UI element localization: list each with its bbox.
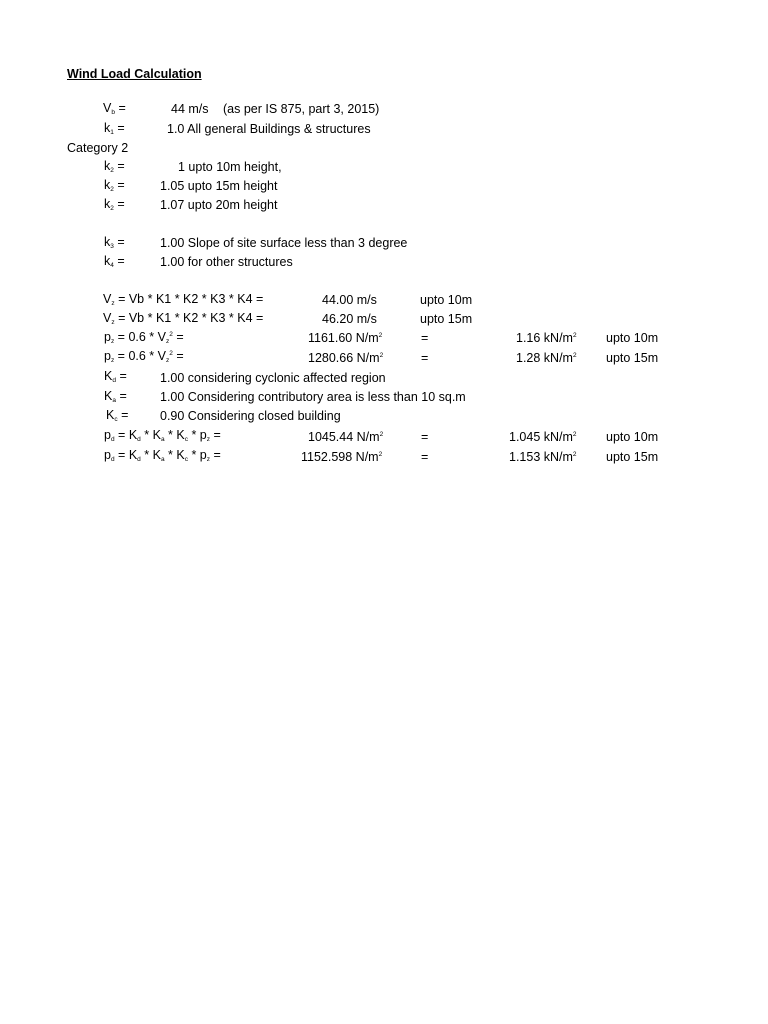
vz-formula-2: $V_z = Vb * K1 * K2 * K3 * K4$ = — [103, 311, 264, 326]
vz-value-2: 46.20 m/s — [322, 312, 377, 326]
k2-description-1: 1 upto 10m height, — [178, 160, 282, 174]
pd-height-2: upto 15m — [606, 450, 659, 464]
k3-label: $k_3$ = — [104, 235, 125, 250]
pz-kn-2: 1.28 $kN/m^2$ — [516, 351, 577, 365]
vz-height-1: upto 10m — [420, 293, 473, 307]
pd-kn-1: 1.045 $kN/m^2$ — [509, 430, 577, 444]
kd-description: 1.00 considering cyclonic affected region — [160, 371, 386, 385]
pz-formula-1: $p_z = 0.6 * V_z^2$ = — [104, 330, 184, 345]
k4-label: $k_4$ = — [104, 254, 125, 269]
pz-value-2: 1280.66 $N/m^2$ — [308, 351, 384, 365]
vb-note: (as per IS 875, part 3, 2015) — [223, 102, 380, 116]
pz-height-1: upto 10m — [606, 331, 659, 345]
pd-formula-2: $p_d = K_d * K_a * K_c * p_z$ = — [104, 448, 221, 463]
k2-label-2: $k_2$ = — [104, 178, 125, 193]
ka-description: 1.00 Considering contributory area is less than 10 sq.m — [160, 390, 466, 404]
pd-height-1: upto 10m — [606, 430, 659, 444]
k3-description: 1.00 Slope of site surface less than 3 degree — [160, 236, 408, 250]
vz-value-1: 44.00 m/s — [322, 293, 377, 307]
pz-value-1: 1161.60 $N/m^2$ — [308, 331, 383, 345]
pz-formula-2: $p_z = 0.6 * V_z^2$ = — [104, 349, 184, 364]
pd-kn-2: 1.153 $kN/m^2$ — [509, 450, 577, 464]
pd-value-1: 1045.44 $N/m^2$ — [308, 430, 384, 444]
pd-equals-1: = — [421, 430, 429, 444]
pz-equals-1: = — [421, 331, 429, 345]
k2-label-1: $k_2$ = — [104, 159, 125, 174]
k2-description-2: 1.05 upto 15m height — [160, 179, 278, 193]
pd-value-2: 1152.598 $N/m^2$ — [301, 450, 383, 464]
pz-height-2: upto 15m — [606, 351, 659, 365]
pd-formula-1: $p_d = K_d * K_a * K_c * p_z$ = — [104, 428, 221, 443]
kc-label: $K_c$ = — [106, 408, 129, 423]
pz-kn-1: 1.16 $kN/m^2$ — [516, 331, 577, 345]
k1-description: 1.0 All general Buildings & structures — [167, 122, 371, 136]
k2-description-3: 1.07 upto 20m height — [160, 198, 278, 212]
k1-label: $k_1$ = — [104, 121, 125, 136]
kc-description: 0.90 Considering closed building — [160, 409, 341, 423]
kd-label: $K_d$ = — [104, 369, 127, 384]
page-title: Wind Load Calculation — [67, 67, 202, 81]
vb-label: $V_b$ = — [103, 101, 126, 116]
vb-value: 44 m/s — [171, 102, 209, 116]
category-label: Category 2 — [67, 141, 129, 155]
ka-label: $K_a$ = — [104, 389, 127, 404]
vz-formula-1: $V_z = Vb * K1 * K2 * K3 * K4$ = — [103, 292, 264, 307]
k4-description: 1.00 for other structures — [160, 255, 293, 269]
pd-equals-2: = — [421, 450, 429, 464]
vz-height-2: upto 15m — [420, 312, 473, 326]
pz-equals-2: = — [421, 351, 429, 365]
k2-label-3: $k_2$ = — [104, 197, 125, 212]
